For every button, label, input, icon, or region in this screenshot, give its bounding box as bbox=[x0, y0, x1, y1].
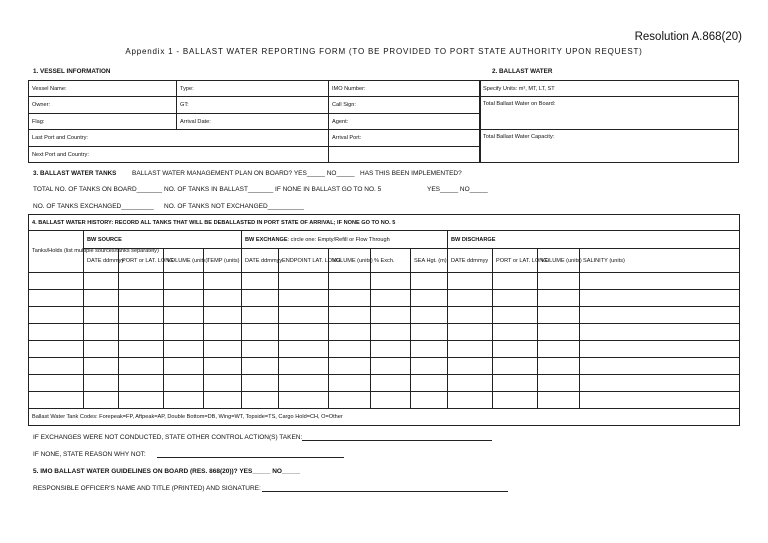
col-source-temp: TEMP (units) bbox=[204, 249, 242, 273]
history-entry-cell[interactable] bbox=[538, 341, 580, 358]
history-entry-cell[interactable] bbox=[242, 273, 279, 290]
arrival-port-field[interactable]: Arrival Port: bbox=[329, 130, 481, 147]
history-entry-cell[interactable] bbox=[119, 290, 164, 307]
history-entry-cell[interactable] bbox=[538, 324, 580, 341]
if-none-reason-label: IF NONE, STATE REASON WHY NOT: bbox=[33, 451, 146, 458]
history-entry-cell[interactable] bbox=[164, 341, 204, 358]
history-entry-cell[interactable] bbox=[329, 375, 371, 392]
management-plan-question[interactable]: BALLAST WATER MANAGEMENT PLAN ON BOARD? YES_____ NO_____ bbox=[132, 170, 355, 177]
tank-codes-legend: Ballast Water Tank Codes: Forepeak=FP, Aftpeak=AP, Double Bottom=DB, Wing=WT, Topside=TS, Cargo Hold=CH, O=Other bbox=[29, 409, 740, 426]
bw-discharge-header: BW DISCHARGE bbox=[448, 231, 740, 249]
history-entry-cell[interactable] bbox=[580, 375, 740, 392]
bw-exchange-note: : circle one: Empty/Refill or Flow Through bbox=[287, 236, 390, 243]
table-row bbox=[29, 307, 740, 324]
history-entry-cell[interactable] bbox=[242, 290, 279, 307]
history-entry-cell[interactable] bbox=[448, 341, 493, 358]
history-entry-cell[interactable] bbox=[84, 273, 119, 290]
history-entry-cell[interactable] bbox=[204, 307, 242, 324]
history-entry-cell[interactable] bbox=[29, 324, 84, 341]
section-3-title: 3. BALLAST WATER TANKS bbox=[33, 170, 117, 177]
col-discharge-port: PORT or LAT. LONG. bbox=[493, 249, 538, 273]
history-entry-cell[interactable] bbox=[242, 375, 279, 392]
flag-field[interactable]: Flag: bbox=[29, 114, 177, 130]
owner-field[interactable]: Owner: bbox=[29, 97, 177, 114]
col-discharge-volume: VOLUME (units) bbox=[538, 249, 580, 273]
history-entry-cell[interactable] bbox=[448, 375, 493, 392]
history-entry-cell[interactable] bbox=[84, 307, 119, 324]
history-entry-cell[interactable] bbox=[493, 375, 538, 392]
history-entry-cell[interactable] bbox=[448, 392, 493, 409]
history-entry-cell[interactable] bbox=[29, 273, 84, 290]
plan-implemented-question: HAS THIS BEEN IMPLEMENTED? bbox=[360, 170, 462, 177]
history-entry-cell[interactable] bbox=[538, 375, 580, 392]
tanks-holds-header: Tanks/Holds (list multiple sources/tanks separately) bbox=[29, 231, 84, 273]
history-entry-cell[interactable] bbox=[119, 307, 164, 324]
history-entry-cell[interactable] bbox=[411, 375, 448, 392]
vessel-name-field[interactable]: Vessel Name: bbox=[29, 81, 177, 97]
table-row bbox=[29, 392, 740, 409]
last-port-field[interactable]: Last Port and Country: bbox=[29, 130, 329, 147]
history-entry-cell[interactable] bbox=[329, 341, 371, 358]
history-entry-cell[interactable] bbox=[411, 341, 448, 358]
history-entry-cell[interactable] bbox=[204, 273, 242, 290]
history-entry-cell[interactable] bbox=[448, 290, 493, 307]
implemented-yes-no[interactable]: YES_____ NO_____ bbox=[427, 186, 488, 193]
history-entry-cell[interactable] bbox=[371, 375, 411, 392]
col-exchange-sea-height: SEA Hgt. (m) bbox=[411, 249, 448, 273]
col-exchange-percent: % Exch. bbox=[371, 249, 411, 273]
tanks-not-exchanged-field[interactable]: NO. OF TANKS NOT EXCHANGED__________ bbox=[164, 203, 304, 210]
history-entry-cell[interactable] bbox=[279, 358, 329, 375]
responsible-officer-label: RESPONSIBLE OFFICER'S NAME AND TITLE (PRINTED) AND SIGNATURE: bbox=[33, 485, 261, 492]
history-entry-cell[interactable] bbox=[242, 341, 279, 358]
table-row bbox=[29, 273, 740, 290]
history-entry-cell[interactable] bbox=[371, 358, 411, 375]
history-entry-cell[interactable] bbox=[29, 375, 84, 392]
history-entry-cell[interactable] bbox=[371, 324, 411, 341]
history-entry-cell[interactable] bbox=[164, 392, 204, 409]
history-entry-cell[interactable] bbox=[84, 324, 119, 341]
history-entry-cell[interactable] bbox=[538, 358, 580, 375]
col-discharge-date: DATE ddmmyy bbox=[448, 249, 493, 273]
total-on-board-field[interactable]: Total Ballast Water on Board: bbox=[480, 97, 739, 130]
history-entry-cell[interactable] bbox=[448, 358, 493, 375]
arrival-date-field[interactable]: Arrival Date: bbox=[177, 114, 329, 130]
history-entry-cell[interactable] bbox=[538, 392, 580, 409]
history-entry-cell[interactable] bbox=[448, 273, 493, 290]
history-entry-cell[interactable] bbox=[329, 307, 371, 324]
ballast-history-table bbox=[28, 214, 740, 426]
reason-why-not-line[interactable] bbox=[157, 457, 344, 458]
history-entry-cell[interactable] bbox=[493, 307, 538, 324]
history-entry-cell[interactable] bbox=[279, 341, 329, 358]
history-entry-cell[interactable] bbox=[204, 375, 242, 392]
specify-units-field[interactable]: Specify Units: m³, MT, LT, ST bbox=[480, 81, 739, 97]
history-entry-cell[interactable] bbox=[164, 375, 204, 392]
history-entry-cell[interactable] bbox=[204, 290, 242, 307]
history-entry-cell[interactable] bbox=[411, 273, 448, 290]
history-entry-cell[interactable] bbox=[29, 341, 84, 358]
history-entry-cell[interactable] bbox=[279, 307, 329, 324]
bw-exchange-header bbox=[242, 231, 448, 249]
history-entry-cell[interactable] bbox=[279, 392, 329, 409]
history-entry-cell[interactable] bbox=[411, 392, 448, 409]
ballast-water-table bbox=[479, 80, 739, 163]
history-entry-cell[interactable] bbox=[538, 273, 580, 290]
table-row bbox=[29, 358, 740, 375]
history-entry-cell[interactable] bbox=[411, 358, 448, 375]
total-tanks-field[interactable]: TOTAL NO. OF TANKS ON BOARD_______ bbox=[33, 186, 162, 193]
history-entry-cell[interactable] bbox=[371, 341, 411, 358]
history-entry-cell[interactable] bbox=[329, 324, 371, 341]
history-entry-cell[interactable] bbox=[29, 358, 84, 375]
other-control-actions-line[interactable] bbox=[302, 440, 492, 441]
history-entry-rows bbox=[29, 273, 740, 409]
next-port-field[interactable]: Next Port and Country: bbox=[29, 147, 329, 163]
history-entry-cell[interactable] bbox=[279, 273, 329, 290]
history-entry-cell[interactable] bbox=[119, 273, 164, 290]
history-entry-cell[interactable] bbox=[29, 307, 84, 324]
history-entry-cell[interactable] bbox=[448, 324, 493, 341]
officer-signature-line[interactable] bbox=[262, 491, 508, 492]
bw-exchange-label: BW EXCHANGE bbox=[245, 236, 288, 243]
history-entry-cell[interactable] bbox=[493, 273, 538, 290]
history-entry-cell[interactable] bbox=[84, 290, 119, 307]
history-entry-cell[interactable] bbox=[580, 392, 740, 409]
history-entry-cell[interactable] bbox=[493, 324, 538, 341]
history-entry-cell[interactable] bbox=[242, 324, 279, 341]
history-entry-cell[interactable] bbox=[329, 273, 371, 290]
col-exchange-volume: VOLUME (units) bbox=[329, 249, 371, 273]
history-entry-cell[interactable] bbox=[580, 307, 740, 324]
section-1-title: 1. VESSEL INFORMATION bbox=[33, 68, 111, 75]
history-entry-cell[interactable] bbox=[538, 307, 580, 324]
history-entry-cell[interactable] bbox=[411, 307, 448, 324]
history-entry-cell[interactable] bbox=[84, 341, 119, 358]
form-title: Appendix 1 - BALLAST WATER REPORTING FORM (TO BE PROVIDED TO PORT STATE AUTHORITY UPON REQUEST) bbox=[125, 47, 643, 56]
history-entry-cell[interactable] bbox=[29, 290, 84, 307]
history-entry-cell[interactable] bbox=[580, 324, 740, 341]
imo-number-field[interactable]: IMO Number: bbox=[329, 81, 481, 97]
vessel-info-table bbox=[28, 80, 481, 163]
history-entry-cell[interactable] bbox=[371, 273, 411, 290]
history-entry-cell[interactable] bbox=[204, 324, 242, 341]
call-sign-field[interactable]: Call Sign: bbox=[329, 97, 481, 114]
col-source-port: PORT or LAT. LONG bbox=[119, 249, 164, 273]
table-row bbox=[29, 324, 740, 341]
history-entry-cell[interactable] bbox=[84, 392, 119, 409]
history-entry-cell[interactable] bbox=[164, 290, 204, 307]
history-entry-cell[interactable] bbox=[119, 375, 164, 392]
history-entry-cell[interactable] bbox=[371, 392, 411, 409]
history-entry-cell[interactable] bbox=[538, 290, 580, 307]
history-entry-cell[interactable] bbox=[279, 290, 329, 307]
table-row bbox=[29, 290, 740, 307]
gt-field[interactable]: GT: bbox=[177, 97, 329, 114]
history-entry-cell[interactable] bbox=[84, 375, 119, 392]
history-entry-cell[interactable] bbox=[164, 307, 204, 324]
tanks-in-ballast-field[interactable]: NO. OF TANKS IN BALLAST_______ IF NONE IN BALLAST GO TO NO. 5 bbox=[164, 186, 382, 193]
table-row bbox=[29, 341, 740, 358]
history-entry-cell[interactable] bbox=[279, 375, 329, 392]
agent-field[interactable]: Agent: bbox=[329, 114, 481, 130]
col-exchange-date: DATE ddmmyy bbox=[242, 249, 279, 273]
tanks-exchanged-field[interactable]: NO. OF TANKS EXCHANGED_________ bbox=[33, 203, 154, 210]
history-entry-cell[interactable] bbox=[279, 324, 329, 341]
history-entry-cell[interactable] bbox=[411, 290, 448, 307]
history-entry-cell[interactable] bbox=[411, 324, 448, 341]
history-entry-cell[interactable] bbox=[204, 341, 242, 358]
resolution-number: Resolution A.868(20) bbox=[634, 31, 742, 43]
history-entry-cell[interactable] bbox=[242, 358, 279, 375]
history-entry-cell[interactable] bbox=[371, 290, 411, 307]
history-entry-cell[interactable] bbox=[493, 392, 538, 409]
table-row bbox=[29, 375, 740, 392]
history-entry-cell[interactable] bbox=[329, 290, 371, 307]
history-entry-cell[interactable] bbox=[242, 307, 279, 324]
history-entry-cell[interactable] bbox=[371, 307, 411, 324]
history-entry-cell[interactable] bbox=[493, 358, 538, 375]
type-field[interactable]: Type: bbox=[177, 81, 329, 97]
col-discharge-salinity: SALINITY (units) bbox=[580, 249, 740, 273]
history-entry-cell[interactable] bbox=[119, 392, 164, 409]
history-entry-cell[interactable] bbox=[329, 392, 371, 409]
col-exchange-endpoint: ENDPOINT LAT. LONG. bbox=[279, 249, 329, 273]
history-entry-cell[interactable] bbox=[329, 358, 371, 375]
history-entry-cell[interactable] bbox=[580, 290, 740, 307]
history-entry-cell[interactable] bbox=[119, 341, 164, 358]
history-entry-cell[interactable] bbox=[164, 324, 204, 341]
history-entry-cell[interactable] bbox=[164, 273, 204, 290]
history-entry-cell[interactable] bbox=[493, 290, 538, 307]
history-entry-cell[interactable] bbox=[580, 341, 740, 358]
exchanges-not-conducted-label: IF EXCHANGES WERE NOT CONDUCTED, STATE OTHER CONTROL ACTION(S) TAKEN: bbox=[33, 434, 303, 441]
history-entry-cell[interactable] bbox=[493, 341, 538, 358]
history-entry-cell[interactable] bbox=[204, 392, 242, 409]
history-entry-cell[interactable] bbox=[29, 392, 84, 409]
history-entry-cell[interactable] bbox=[204, 358, 242, 375]
col-source-date: DATE ddmmyy bbox=[84, 249, 119, 273]
history-entry-cell[interactable] bbox=[84, 358, 119, 375]
history-entry-cell[interactable] bbox=[119, 358, 164, 375]
section-2-title: 2. BALLAST WATER bbox=[492, 68, 553, 75]
section-4-title: 4. BALLAST WATER HISTORY: RECORD ALL TANKS THAT WILL BE DEBALLASTED IN PORT STATE OF ARRIVAL; IF NONE GO TO NO. 5 bbox=[29, 215, 740, 231]
total-capacity-field[interactable]: Total Ballast Water Capacity: bbox=[480, 130, 739, 163]
col-source-volume: VOLUME (units) bbox=[164, 249, 204, 273]
history-entry-cell[interactable] bbox=[119, 324, 164, 341]
history-entry-cell[interactable] bbox=[580, 358, 740, 375]
history-entry-cell[interactable] bbox=[448, 307, 493, 324]
history-entry-cell[interactable] bbox=[242, 392, 279, 409]
history-entry-cell[interactable] bbox=[164, 358, 204, 375]
bw-source-header: BW SOURCE bbox=[84, 231, 242, 249]
imo-guidelines-question[interactable]: 5. IMO BALLAST WATER GUIDELINES ON BOARD (RES. 868(20))? YES_____ NO_____ bbox=[33, 468, 301, 475]
history-entry-cell[interactable] bbox=[580, 273, 740, 290]
